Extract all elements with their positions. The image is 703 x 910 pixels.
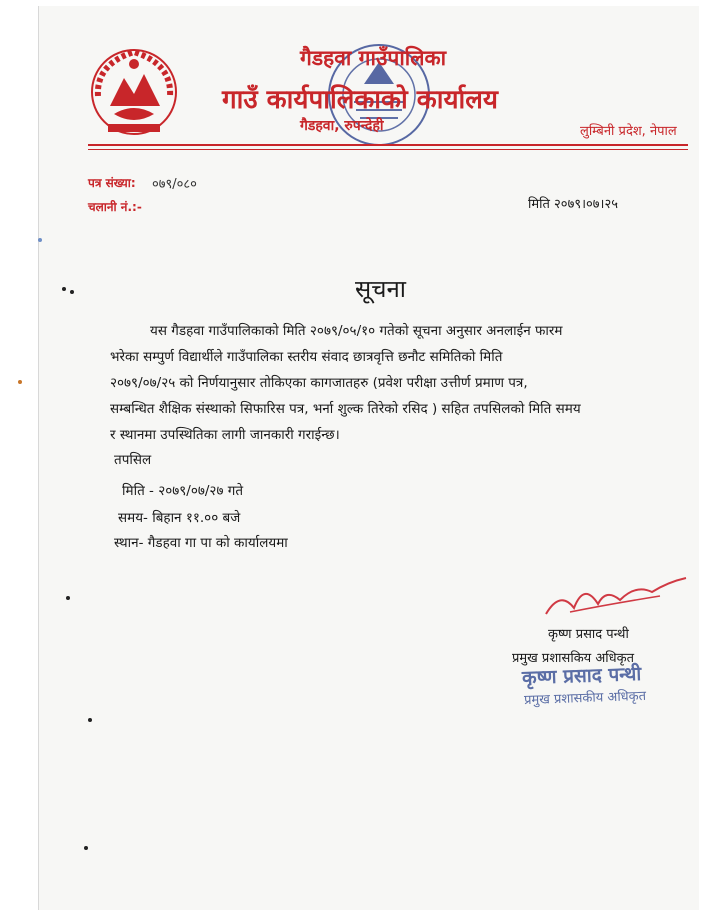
signatory-name: कृष्ण प्रसाद पन्थी	[548, 627, 629, 642]
schedule-time: समय- बिहान ११.०० बजे	[118, 510, 241, 526]
office-name: गाउँ कार्यपालिकाको कार्यालय	[222, 85, 498, 115]
header-rule	[88, 144, 688, 146]
scan-speck	[88, 718, 92, 722]
scan-speck	[84, 846, 88, 850]
schedule-place: स्थान- गैडहवा गा पा को कार्यालयमा	[114, 535, 288, 551]
scan-speck	[66, 596, 70, 600]
schedule-date: मिति - २०७९/०७/२७ गते	[122, 483, 244, 499]
scan-speck	[38, 238, 42, 242]
header-rule-thin	[88, 149, 688, 150]
notice-title: सूचना	[355, 275, 406, 303]
signature-icon	[540, 574, 690, 624]
tapasil-label: तपसिल	[114, 452, 152, 468]
signatory-designation: प्रमुख प्रशासकिय अधिकृत	[512, 651, 635, 666]
body-line: भरेका सम्पुर्ण विद्यार्थीले गाउँपालिका स्तरीय संवाद छात्रवृत्ति छनौट समितिको मिति	[110, 349, 503, 365]
body-line: २०७९/०७/२५ को निर्णयानुसार तोकिएका कागजातहरु (प्रवेश परीक्षा उत्तीर्ण प्रमाण पत्र,	[110, 375, 528, 391]
stamp-designation: प्रमुख प्रशासकीय अधिकृत	[523, 688, 647, 709]
scan-speck	[70, 290, 74, 294]
patra-sankhya-label: पत्र संख्या:	[88, 176, 136, 190]
body-line: यस गैडहवा गाउँपालिकाको मिति २०७९/०५/१० गतेको सूचना अनुसार अनलाईन फारम	[150, 323, 563, 339]
province-name: लुम्बिनी प्रदेश, नेपाल	[580, 124, 677, 139]
office-address: गैडहवा, रुपन्देही	[300, 118, 384, 134]
body-line: सम्बन्धित शैक्षिक संस्थाको सिफारिस पत्र, भर्ना शुल्क तिरेको रसिद ) सहित तपसिलको मिति समय	[110, 401, 581, 417]
scan-speck	[62, 287, 66, 291]
municipality-name: गैडहवा गाउँपालिका	[300, 46, 447, 70]
scan-speck	[18, 380, 22, 384]
stamp-name: कृष्ण प्रसाद पन्थी	[521, 662, 642, 690]
patra-sankhya-value: ०७९/०८०	[152, 177, 197, 192]
nepal-emblem-icon	[88, 44, 180, 140]
letter-date: मिति २०७९।०७।२५	[528, 197, 618, 212]
chalani-label: चलानी नं.:-	[88, 200, 142, 214]
notice-body	[110, 318, 646, 448]
body-line: र स्थानमा उपस्थितिका लागी जानकारी गराईन्छ।	[110, 427, 340, 443]
